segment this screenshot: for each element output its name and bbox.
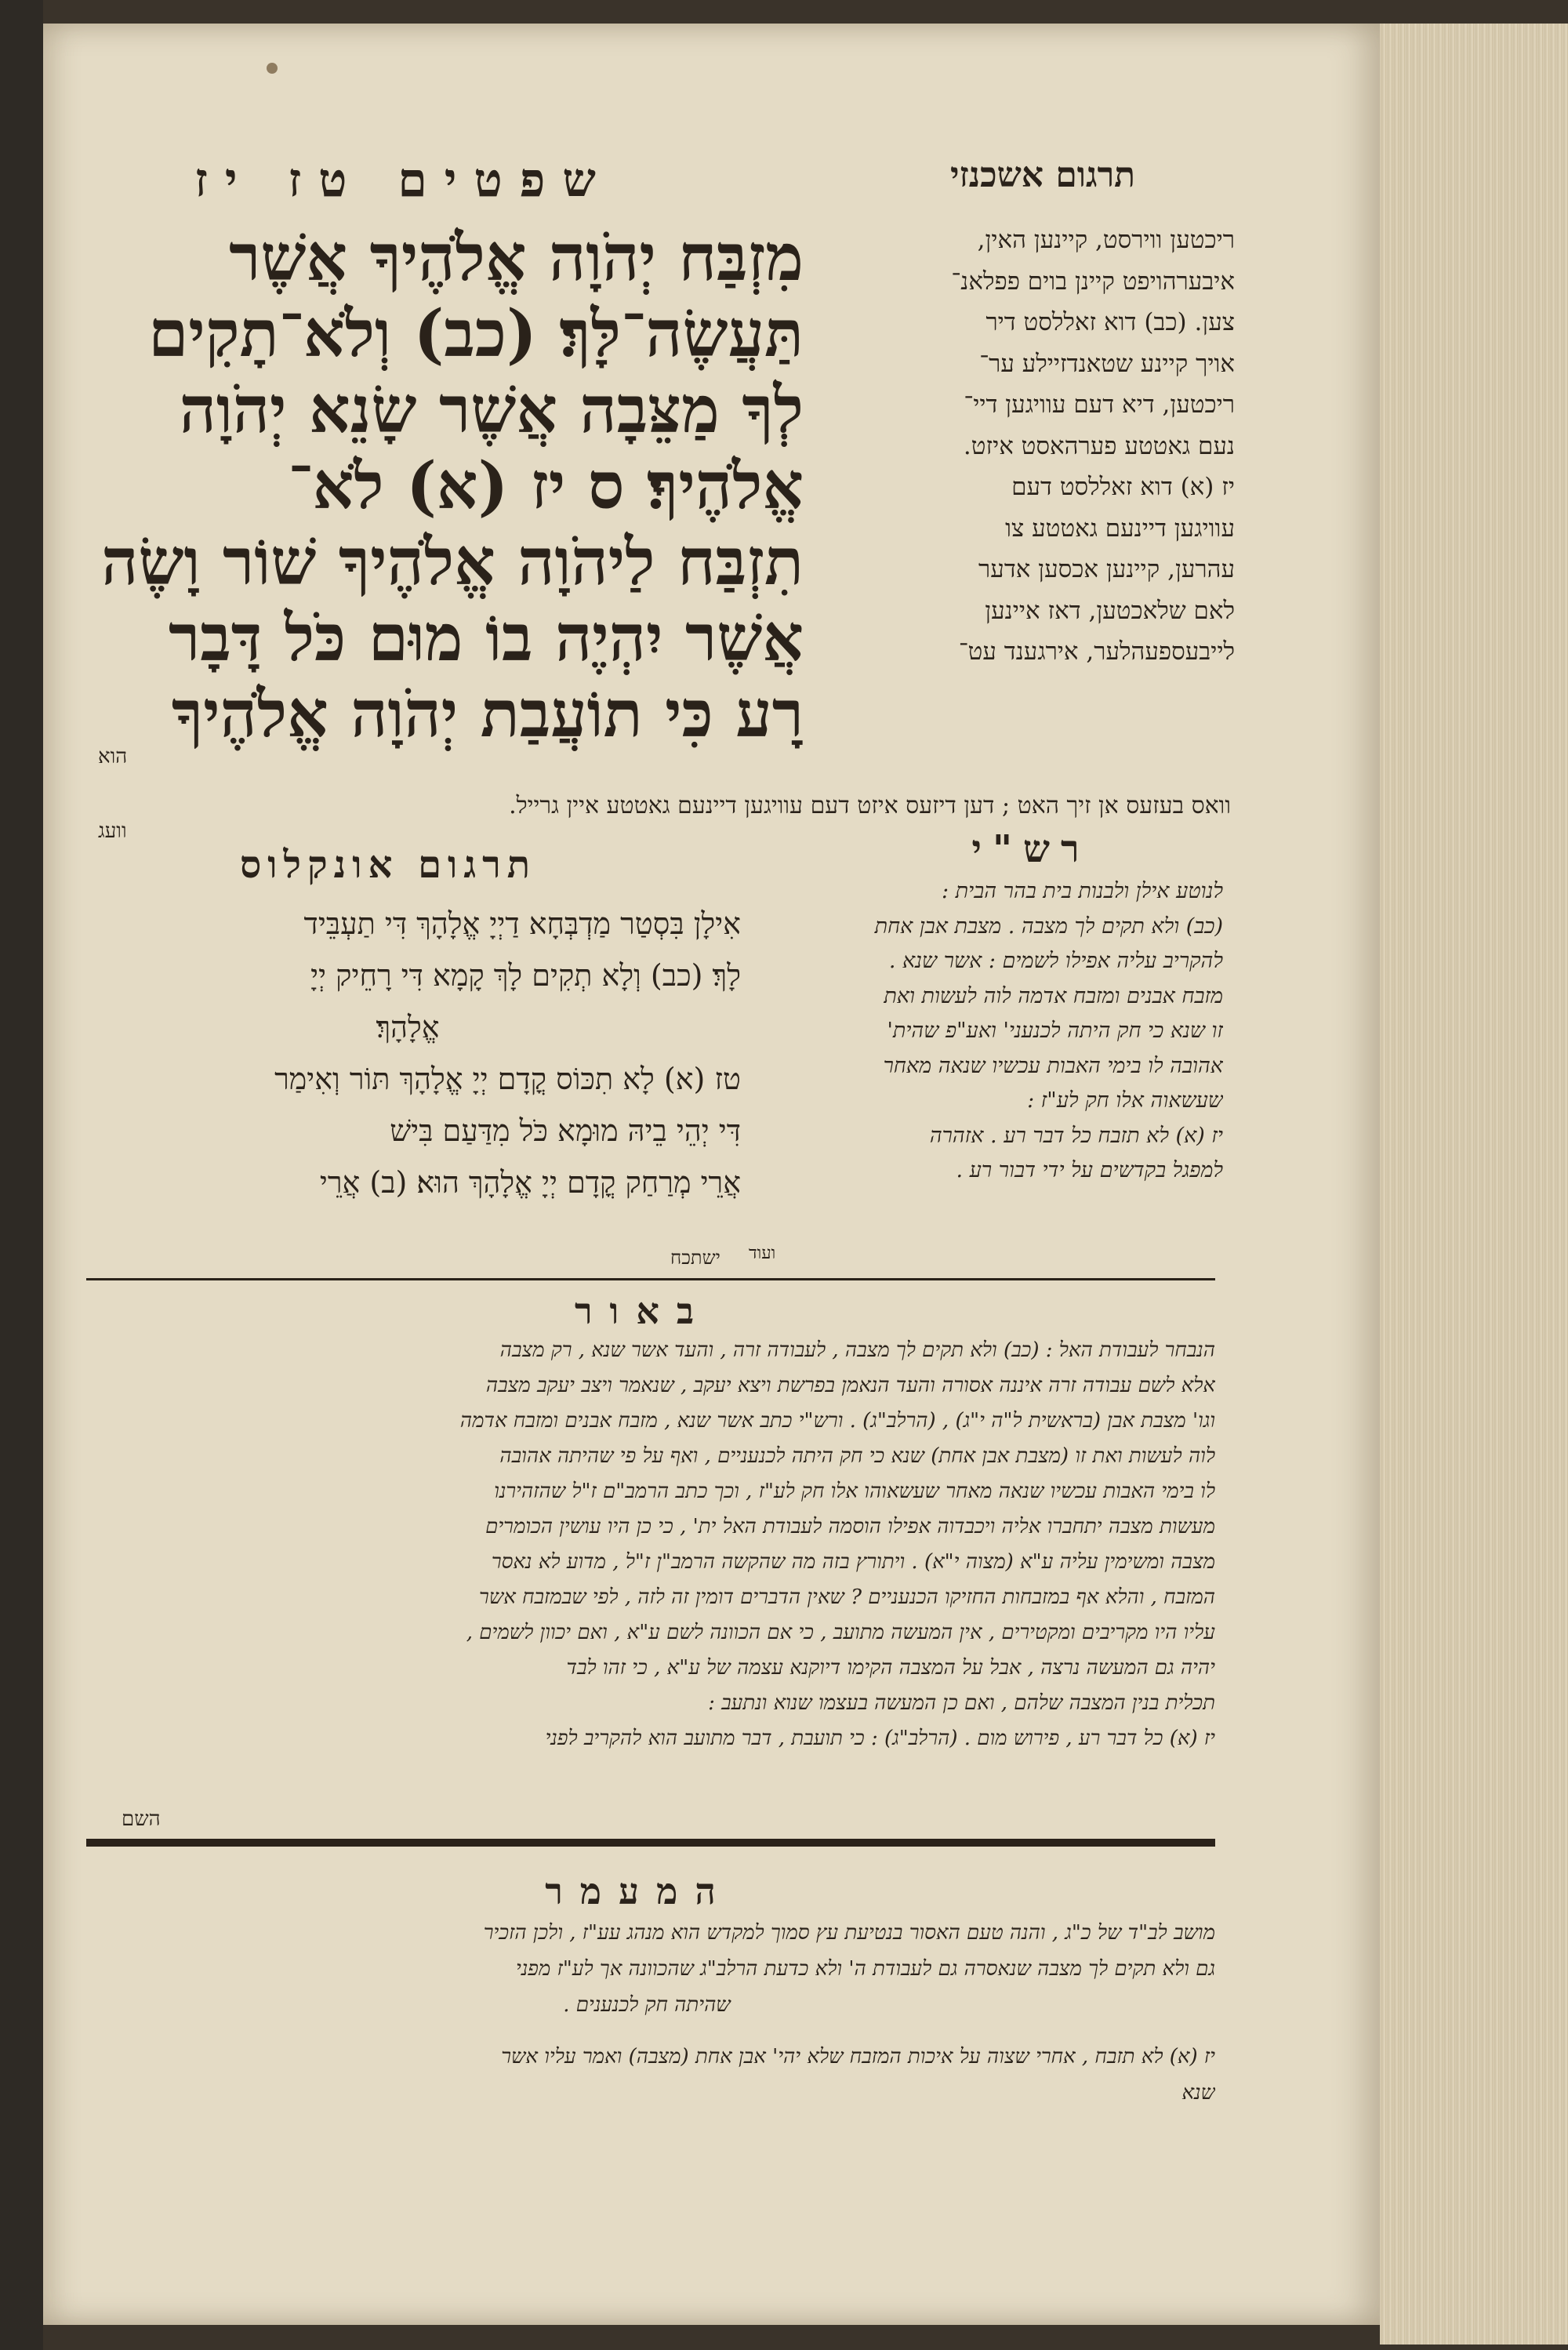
ink-spot (267, 63, 278, 74)
beur-line: יהיה גם המעשה נרצה , אבל על המצבה הקימו דיוקנא עצמה של ע"א , כי זהו לבד (566, 1656, 1215, 1680)
rashi-line: זו שנא כי חק היתה לכנעני' ואע"פ שהית' (887, 1019, 1223, 1043)
beur-line: אלא לשם עבודה זרה איננה אסורה והעד הנאמן בפרשת ויצא יעקב , שנאמר ויצב יעקב מצבה (485, 1374, 1215, 1397)
beur-line: וגו' מצבת אבן (בראשית ל"ה י"ג) , (הרלב"ג) . ורש"י כתב אשר שנא , מזבח אבנים ומזבח אדמה (459, 1409, 1215, 1433)
hameammer-line: שנא (1181, 2081, 1215, 2105)
yiddish-full-width-line: וואס בעזעס אן זיך האט ; דען דיזעס איזט דעם עוויגען דיינעם גאטטע איין גרייל. (509, 792, 1231, 819)
book-page-edges (1380, 24, 1568, 2345)
beur-line: הנבחר לעבודת האל : (כב) ולא תקים לך מצבה , לעבודה זרה , והעד אשר שנא , רק מצבה (499, 1338, 1215, 1362)
rashi-line: שעשאוה אלו חק לע"ז : (1027, 1088, 1223, 1113)
onkelos-line: אִילָן בִּסְטַר מַדְבְּחָא דַיְיָ אֱלָהָךְ דִּי תַעְבֵּיד (303, 906, 741, 941)
yiddish-translation-block (827, 220, 1235, 673)
onkelos-catchword: ישתכח (670, 1247, 720, 1269)
yiddish-line: ריכטען ווירסט, קיינען האין, (977, 226, 1235, 254)
rashi-line: (כב) ולא תקים לך מצבה . מצבת אבן אחת (874, 913, 1223, 939)
book-page (43, 24, 1380, 2325)
beur-line: לוה לעשות ואת זו (מצבת אבן אחת) שנא כי חק היתה לכנעניים , ואף על פי שהיתה אהובה (499, 1444, 1215, 1468)
yiddish-line: עוויגען דיינעם גאטטע צו (1005, 514, 1235, 543)
catchword: הוא (98, 745, 128, 768)
onkelos-heading: תרגום אונקלוס (239, 843, 537, 887)
beur-line: תכלית בנין המצבה שלהם , ואם כן המעשה בעצמו שנוא ונתעב : (708, 1691, 1215, 1715)
onkelos-targum (74, 898, 741, 1208)
bible-line: תַּעֲשֶׂה־לָּךְ׃ (כב) וְלֹא־תָקִים (148, 296, 804, 372)
rashi-line: מזבח אבנים ומזבח אדמה לוה לעשות ואת (884, 983, 1223, 1008)
beur-commentary (78, 1333, 1215, 1756)
rashi-line: אהובה לו בימי האבות עכשיו שנאה מאחר (883, 1053, 1223, 1078)
hameammer-line: מושב לב"ד של כ"ג , והנה טעם האסור בנטיעת עץ סמוך למקדש הוא מנהג עע"ז , ולכן הזכיר (483, 1921, 1215, 1945)
hameammer-heading: המעמר (545, 1870, 733, 1912)
beur-heading: באור (574, 1290, 712, 1332)
yiddish-line: נעם גאטטע פערהאסט איזט. (963, 431, 1235, 460)
bible-line: תִזְבַּח לַיהֹוָה אֱלֹהֶיךָ שׁוֹר וָשֶׂה (101, 525, 804, 600)
background-left (0, 0, 43, 2350)
onkelos-line: טז (א) לָא תִכּוֹס קֳדָם יְיָ אֱלָהָךְ תּוֹר וְאִימַר (274, 1062, 741, 1096)
beur-line: מצבה ומשימין עליה ע"א (מצוה י"א) . ויתורץ בזה מה שהקשה הרמב"ן ז"ל , מדוע לא נאסר (491, 1550, 1215, 1574)
rashi-commentary (749, 874, 1223, 1189)
rashi-line: להקריב עליה אפילו לשמים : אשר שנא . (888, 949, 1223, 973)
yiddish-line: עהרען, קיינען אכסען אדער (978, 555, 1235, 583)
beur-line: המזבח , והלא אף במזבחות החזיקו הכנעניים ? שאין הדברים דומין זה לזה , לפי שבמזבח אשר (479, 1585, 1215, 1609)
bible-line: לְךָ מַצֵּבָה אֲשֶׁר שָׂנֵא יְהֹוָה (179, 372, 804, 448)
onkelos-line: אֲרֵי מְרַחַק קֳדָם יְיָ אֱלָהָךְ הוּא׃ (ב) אֲרֵי (319, 1165, 741, 1200)
section-divider-thick (86, 1839, 1215, 1847)
bible-text-block (74, 220, 804, 752)
yiddish-line: יז (א) דוא זאללסט דעם (1011, 473, 1235, 501)
bible-line: אֱלֹהֶיךָ׃ ס יז (א) לֹא־ (288, 449, 804, 524)
onkelos-line: דִּי יְהֵי בֵיהּ מוּמָא כֹּל מִדַּעַם בִּישׁ (390, 1113, 741, 1148)
section-divider (86, 1278, 1215, 1280)
beur-line: לו בימי האבות עכשיו שנאה מאחר שעשאוהו אלו חק לע"ז , וכך כתב הרמב"ם ז"ל שהזהירנו (494, 1480, 1215, 1503)
beur-line: יז (א) כל דבר רע , פירוש מום . (הרלב"ג) : כי תועבת , דבר מתועב הוא להקריב לפני (545, 1727, 1215, 1750)
yiddish-line: לאם שלאכטען, דאז איינען (985, 596, 1235, 625)
yiddish-line: איבערהויפט קיינן בוים פפלאנ־ (951, 267, 1235, 296)
bible-line: רָע כִּי תוֹעֲבַת יְהֹוָה אֱלֹהֶיךָ (171, 677, 804, 752)
beur-line: עליו היו מקריבים ומקטירים , אין המעשה מתועב , כי אם הכוונה לשם ע"א , ואם יכוון לשמים , (466, 1621, 1215, 1644)
bible-line: מִזְבַּח יְהֹוָה אֱלֹהֶיךָ אֲשֶׁר (229, 220, 804, 296)
yiddish-line: לייבעספעהלער, אירגענד עט־ (958, 637, 1235, 666)
rashi-line: לנוטע אילן ולבנות בית בהר הבית : (941, 879, 1223, 903)
catchword: וועג (98, 819, 127, 843)
rashi-line: למפגל בקדשים על ידי דבור רע . (956, 1158, 1223, 1182)
bible-line: אֲשֶׁר יִהְיֶה בוֹ מוּם כֹּל דָּבָר (169, 601, 804, 676)
rashi-line: יז (א) לא תזבח כל דבר רע . אזהרה (929, 1123, 1223, 1148)
hameammer-line: גם ולא תקים לך מצבה שנאסרה גם לעבודת ה' ולא כדעת הרלב"ג שהכוונה אך לע"ז מפני (516, 1957, 1215, 1981)
yiddish-line: צען. (כב) דוא זאללסט דיר (985, 308, 1235, 336)
running-header-translation: תרגום אשכנזי (949, 155, 1136, 195)
onkelos-line: אֱלָהָךְ׃ (376, 1010, 440, 1044)
hameammer-line: יז (א) לא תזבח , אחרי שצוה על איכות המזבח שלא יהי' אבן אחת (מצבה) ואמר עליו אשר (501, 2045, 1215, 2069)
hameammer-commentary (78, 1915, 1215, 2111)
yiddish-line: אויך קיינע שטאנדזיילע ער־ (979, 349, 1235, 378)
yiddish-line: ריכטען, דיא דעם עוויגען דיי־ (964, 390, 1235, 419)
rashi-catchword: ועוד (749, 1244, 776, 1263)
rashi-heading: רש"י (971, 827, 1091, 871)
onkelos-line: לָךְ׃ (כב) וְלָא תְקִים לָךְ קָמָא דִּי רָחֵיק יְיָ (310, 958, 741, 993)
beur-catchword: השם (122, 1807, 161, 1831)
hameammer-line: שהיתה חק לכנענים . (563, 1993, 731, 2017)
beur-line: מעשות מצבה יתחברו אליה ויכבדוה אפילו הוסמה לעבודת האל ית' , כי כן היו עושין הכומרים (485, 1515, 1215, 1538)
running-header-book-chapter: שפטים טז יז (194, 153, 613, 208)
